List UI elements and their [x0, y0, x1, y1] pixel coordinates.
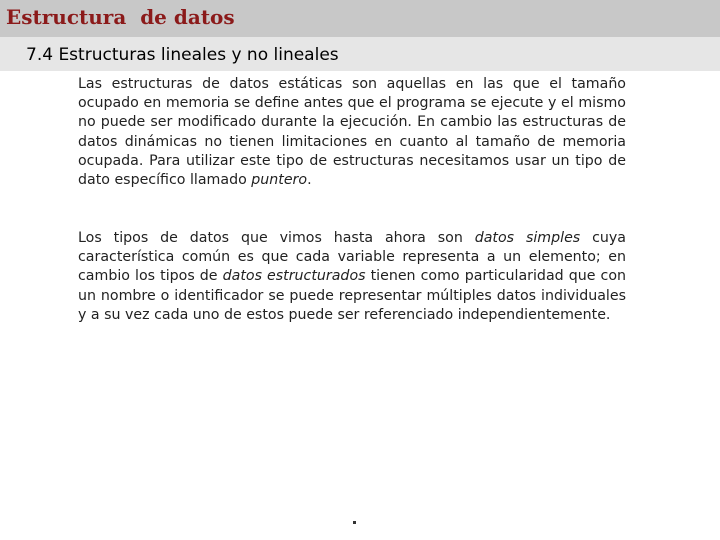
section-bar: [0, 37, 720, 71]
title-bar: [0, 0, 720, 37]
paragraph-2-mid: cuya característica común es que cada variable representa a un elemento; en cambio los tipos de: [78, 230, 626, 285]
section-heading: 7.4 Estructuras lineales y no lineales: [26, 45, 339, 65]
paragraph-static-dynamic: [78, 75, 626, 190]
paragraph-1-end: .: [307, 172, 312, 189]
paragraph-data-types: [78, 229, 626, 325]
paragraph-1-text: Las estructuras de datos estáticas son aquellas en las que el tamaño ocupado en memoria se define antes que el programa se ejecute y el mismo no puede ser modificado durante la ejecución. En cambio las estructuras de datos dinámicas no tienen limitaciones en cuanto al tamaño de memoria ocupada. Para utilizar este tipo de estructuras necesitamos usar un tipo de dato específico llamado: [78, 76, 626, 189]
paragraph-2-end: tienen como particularidad que con un nombre o identificador se puede representar múltiples datos individuales y a su vez cada uno de estos puede ser referenciado independientemente.: [78, 268, 627, 323]
term-datos-simples: datos simples: [474, 230, 581, 246]
term-puntero: puntero: [251, 172, 308, 189]
paragraph-2-start: Los tipos de datos que vimos hasta ahora son: [78, 230, 475, 246]
footer-dot: [353, 521, 356, 524]
term-datos-estructurados: datos estructurados: [222, 268, 366, 285]
page-title: Estructura de datos: [6, 5, 235, 29]
